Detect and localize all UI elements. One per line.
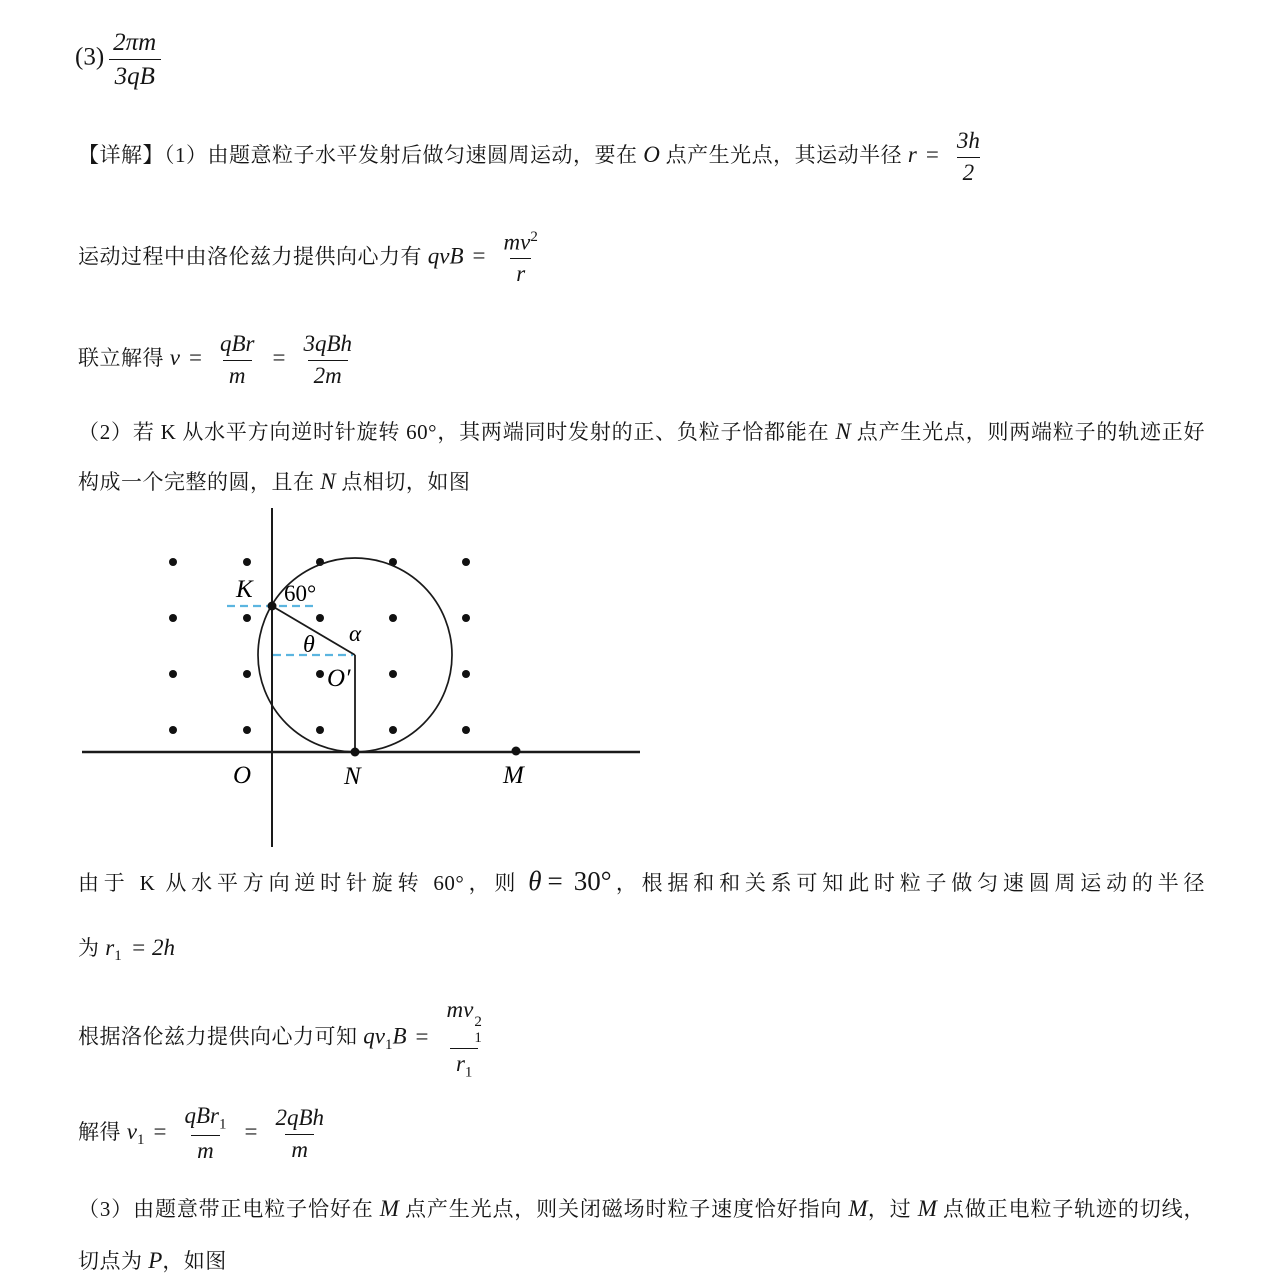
var-M: M [917,1196,937,1221]
var-theta: θ [528,866,542,896]
answer-3-formula [75,27,165,93]
var-N: N [835,419,851,444]
text-run: 点产生光点，其运动半径 [659,143,908,168]
fraction-denominator: r [510,258,531,289]
label-K: K [236,576,253,603]
fraction-denominator: m [285,1134,314,1165]
paragraph-theta [78,866,1205,897]
equals-sign: = [188,345,202,371]
var-v1: v [126,1118,137,1144]
text-run: （2）若 K 从水平方向逆时针旋转 60°，其两端同时发射的正、负粒子恰都能在 [78,420,836,444]
var-r1: r [105,935,115,960]
label-theta: θ [303,632,315,658]
value-2h: = 2h [130,935,175,960]
text-run: 点做正电粒子轨迹的切线，切点为 [78,1197,1206,1273]
text-run: ，如图 [162,1249,227,1273]
answer-3-prefix: (3) [75,43,105,71]
label-O-prime: O′ [327,665,351,692]
fraction-numerator [178,1102,232,1135]
point-M-dot [512,747,521,756]
equals-30-degrees: = 30° [547,866,612,896]
equation-solve-v [78,330,361,391]
equals-sign: = [153,1118,167,1144]
equals-sign: = [415,1023,429,1049]
fraction-numerator: 2πm [113,29,157,56]
fraction-3qBh-2m [297,330,358,391]
fraction-denominator [450,1048,478,1082]
var-P: P [148,1248,163,1273]
text-run: 由于 K 从水平方向逆时针旋转 60°，则 [78,871,521,895]
fraction-denominator: m [223,360,252,391]
fraction-mv1sq-r1 [441,996,488,1082]
exponent: 2 [474,1014,482,1030]
detail-paragraph-1 [78,127,989,188]
var-N: N [320,469,336,494]
equation-r1 [78,930,184,968]
equals-sign: = [244,1118,258,1144]
paragraph-part2 [78,407,1205,507]
text-run: 为 [78,936,106,960]
text-run: 根据洛伦兹力提供向心力可知 [78,1024,364,1049]
var-v: v [169,345,180,371]
fraction-numerator [441,996,488,1048]
fraction-mv2-r [498,228,544,289]
var-M: M [848,1196,868,1221]
fraction-numerator: 2qBh [275,1104,324,1130]
equation-solve-v1 [78,1102,333,1166]
subscript-1: 1 [384,1036,393,1053]
text-run: ，根据和和关系可知此时粒子做匀速圆周运动的半径 [611,871,1205,895]
equals-sign: = [925,142,939,168]
magnetic-field-dots [169,558,470,734]
text-run: 运动过程中由洛伦兹力提供向心力有 [78,244,428,269]
label-alpha: α [349,621,362,646]
text-run: 【详解】（1）由题意粒子水平发射后做匀速圆周运动，要在 [78,143,644,168]
equals-sign: = [272,345,286,371]
sub-sup-stack [474,1015,482,1047]
text-run: （3）由题意带正电粒子恰好在 [78,1197,380,1221]
subscript-1: 1 [114,948,122,965]
equals-sign: = [472,243,486,269]
text-run: 点产生光点，则关闭磁场时粒子速度恰好指向 [398,1197,849,1221]
text-run: 点相切，如图 [335,470,471,494]
text-run: 点产生光点，则两端粒子的轨迹正好构成一个完整的圆，且在 [78,420,1206,494]
var-r: r [907,142,917,168]
text-run: ，过 [867,1197,918,1221]
answer-3-fraction [107,27,162,93]
fraction-denominator: 2 [957,157,981,188]
fraction-numerator [498,228,544,258]
fraction-2qBh-m [269,1104,330,1165]
label-60-degrees: 60° [284,581,317,606]
subscript-1: 1 [464,1064,473,1081]
exponent: 2 [530,229,538,245]
equals-2h [131,935,175,960]
fraction-denominator: 3qB [109,59,161,92]
var-M: M [379,1196,399,1221]
var-O: O [643,142,660,168]
fraction-denominator: m [191,1135,220,1166]
label-origin-O: O [233,762,252,789]
num-base: qBr [184,1103,219,1128]
label-N: N [344,763,361,790]
equation-centripetal-1 [78,228,547,289]
point-K-dot [268,602,277,611]
num-base: mv [446,997,474,1022]
text-run: 解得 [78,1119,127,1144]
fraction-denominator: 2m [308,360,348,391]
fraction-numerator: 3qBh [303,331,352,356]
subscript-1: 1 [218,1116,227,1133]
point-N-dot [351,748,360,757]
equation-centripetal-2 [78,996,491,1082]
den-base: r [455,1050,465,1076]
var-qvB: qvB [427,243,464,269]
trajectory-figure [60,503,660,851]
fraction-numerator: qBr [219,331,255,356]
paragraph-part3 [78,1183,1205,1287]
fraction-qBr-m [214,330,261,391]
var-qv: qv [363,1023,385,1049]
fraction-qBr1-m [178,1102,232,1166]
fraction-3h-2 [951,127,986,188]
fraction-numerator: 3h [956,128,980,153]
text-run: 联立解得 [78,346,170,371]
label-M: M [503,762,524,789]
subscript-1: 1 [136,1132,145,1149]
var-B: B [392,1023,407,1049]
subscript-1: 1 [474,1029,482,1046]
num-base: mv [503,229,531,255]
